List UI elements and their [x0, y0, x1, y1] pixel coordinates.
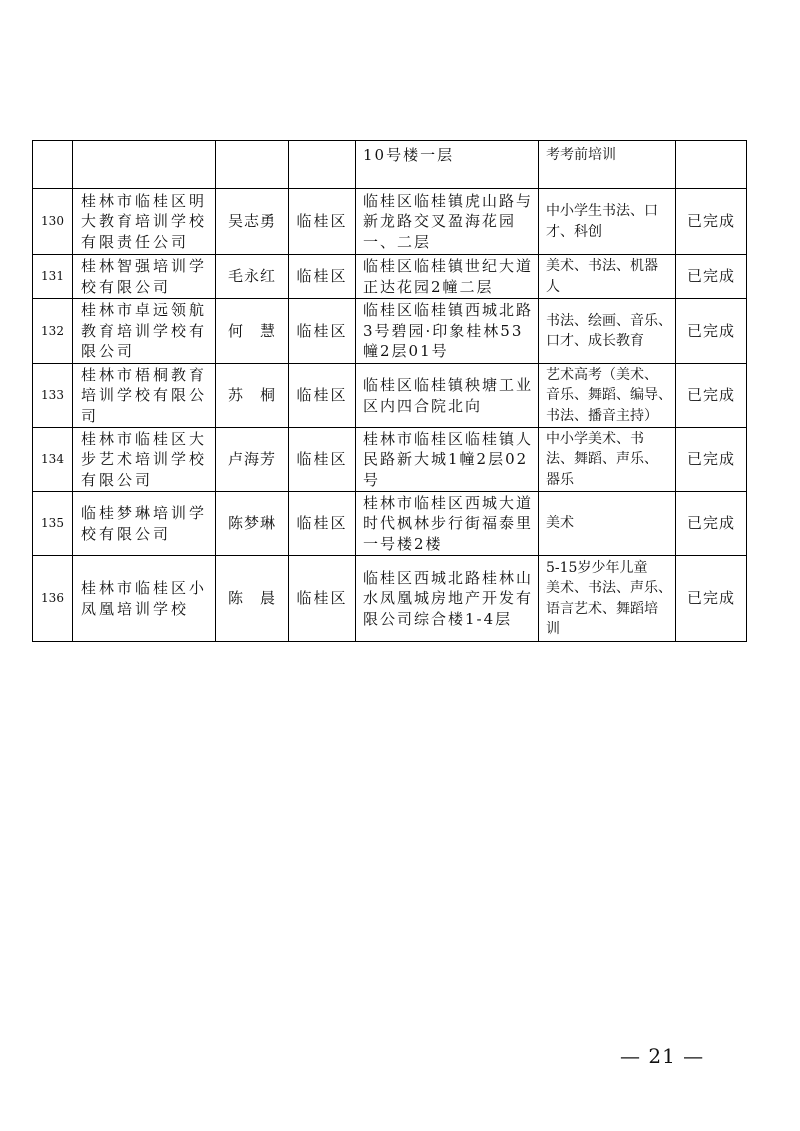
cell-address	[356, 364, 539, 428]
cell-no: 136	[33, 556, 73, 642]
cell-district: 临桂区	[289, 492, 356, 556]
cell-person: 陈 晨	[216, 556, 289, 642]
cell-line: 训	[546, 621, 560, 637]
cell-no: 131	[33, 255, 73, 299]
cell-line: 临桂区临桂镇秧塘工业	[363, 376, 534, 394]
cell-address	[356, 141, 539, 189]
cell-line: 器乐	[546, 471, 574, 488]
cell-no: 132	[33, 299, 73, 364]
cell-line: 中小学生书法、口	[546, 203, 658, 219]
cell-org	[73, 428, 216, 492]
cell-line: 大教育培训学校	[81, 212, 208, 231]
cell-line: 一号楼2楼	[363, 534, 443, 553]
table-row	[33, 556, 747, 642]
cell-line: 新龙路交叉盈海花园	[363, 212, 517, 231]
table-row	[33, 428, 747, 492]
cell-line: 桂林市梧桐教育	[81, 365, 208, 384]
cell-district: 临桂区	[289, 189, 356, 255]
cell-line: 美术	[546, 515, 574, 532]
cell-no: 133	[33, 364, 73, 428]
cell-person: 吴志勇	[216, 189, 289, 255]
cell-line: 美术、书法、机器	[546, 258, 658, 274]
cell-address	[356, 189, 539, 255]
cell-line: 桂林市临桂区临桂镇人	[363, 429, 534, 448]
cell-person: 卢海芳	[216, 428, 289, 492]
cell-district	[289, 141, 356, 189]
cell-line: 桂林市临桂区明	[81, 191, 208, 210]
cell-scope	[539, 428, 676, 492]
cell-line: 区内四合院北向	[363, 396, 483, 415]
cell-scope	[539, 189, 676, 255]
cell-line: 临桂区西城北路桂林山	[363, 568, 534, 587]
cell-line: 桂林市临桂区西城大道	[363, 493, 534, 512]
cell-person	[216, 141, 289, 189]
cell-line: 正达花园2幢二层	[363, 277, 494, 296]
table-row	[33, 364, 747, 428]
cell-status: 已完成	[676, 428, 747, 492]
cell-line: 法、舞蹈、声乐、	[546, 451, 658, 468]
cell-line: 培训学校有限公	[81, 386, 208, 405]
cell-line: 美术、书法、声乐、	[546, 580, 672, 596]
cell-district: 临桂区	[289, 255, 356, 299]
cell-scope	[539, 141, 676, 189]
cell-status: 已完成	[676, 299, 747, 364]
cell-address	[356, 428, 539, 492]
cell-person: 苏 桐	[216, 364, 289, 428]
cell-line: 口才、成长教育	[546, 333, 644, 349]
cell-org	[73, 299, 216, 364]
cell-line: 音乐、舞蹈、编导、	[546, 387, 672, 404]
cell-status: 已完成	[676, 189, 747, 255]
cell-address	[356, 255, 539, 299]
cell-scope	[539, 299, 676, 364]
cell-person: 何 慧	[216, 299, 289, 364]
cell-line: 语言艺术、舞蹈培	[546, 600, 658, 617]
cell-line: 有限责任公司	[81, 232, 190, 251]
cell-scope	[539, 492, 676, 556]
cell-line: 司	[81, 406, 100, 425]
cell-status: 已完成	[676, 556, 747, 642]
cell-org	[73, 492, 216, 556]
cell-status: 已完成	[676, 492, 747, 556]
cell-org	[73, 141, 216, 189]
cell-line: 时代枫林步行街福泰里	[363, 514, 534, 533]
cell-no	[33, 141, 73, 189]
table-row	[33, 492, 747, 556]
cell-line: 水凤凰城房地产开发有	[363, 589, 534, 608]
cell-line: 才、科创	[546, 223, 602, 240]
cell-line: 校有限公司	[81, 524, 172, 543]
cell-line: 桂林智强培训学	[81, 257, 208, 275]
cell-line: 凤凰培训学校	[81, 599, 190, 618]
cell-line: 桂林市临桂区小	[81, 579, 208, 597]
cell-org	[73, 556, 216, 642]
cell-line: 校有限公司	[81, 277, 172, 296]
cell-line: 桂林市卓远领航	[81, 301, 208, 320]
cell-no: 130	[33, 189, 73, 255]
cell-line: 10号楼一层	[363, 146, 455, 164]
cell-line: 考考前培训	[546, 147, 616, 163]
cell-scope	[539, 364, 676, 428]
cell-line: 书法、绘画、音乐、	[546, 312, 672, 329]
table-row	[33, 141, 747, 189]
cell-no: 134	[33, 428, 73, 492]
cell-scope	[539, 255, 676, 299]
cell-person: 毛永红	[216, 255, 289, 299]
cell-line: 人	[546, 278, 560, 295]
cell-line: 步艺术培训学校	[81, 450, 208, 469]
cell-line: 限公司综合楼1-4层	[363, 609, 513, 628]
table-row	[33, 255, 747, 299]
cell-line: 民路新大城1幢2层02	[363, 450, 529, 469]
cell-line: 桂林市临桂区大	[81, 429, 208, 448]
cell-district: 临桂区	[289, 364, 356, 428]
cell-line: 中小学美术、书	[546, 430, 644, 447]
cell-line: 艺术高考（美术、	[546, 366, 658, 383]
cell-status: 已完成	[676, 255, 747, 299]
cell-org	[73, 255, 216, 299]
cell-line: 限公司	[81, 342, 136, 361]
cell-scope	[539, 556, 676, 642]
cell-line: 有限公司	[81, 470, 154, 489]
cell-person: 陈梦琳	[216, 492, 289, 556]
table-row	[33, 299, 747, 364]
cell-address	[356, 299, 539, 364]
cell-line: 临桂区临桂镇世纪大道	[363, 257, 534, 275]
cell-org	[73, 364, 216, 428]
cell-district: 临桂区	[289, 428, 356, 492]
cell-line: 临桂区临桂镇西城北路	[363, 301, 534, 320]
cell-line: 号	[363, 470, 381, 489]
cell-line: 一、二层	[363, 232, 432, 251]
cell-no: 135	[33, 492, 73, 556]
cell-district: 临桂区	[289, 556, 356, 642]
cell-line: 幢2层01号	[363, 342, 449, 361]
cell-address	[356, 492, 539, 556]
cell-line: 书法、播音主持）	[546, 407, 658, 424]
records-table	[32, 140, 747, 642]
table-row	[33, 189, 747, 255]
cell-line: 临桂梦琳培训学	[81, 504, 208, 522]
cell-line: 3号碧园·印象桂林53	[363, 321, 524, 340]
cell-address	[356, 556, 539, 642]
cell-line: 教育培训学校有	[81, 321, 208, 340]
cell-status: 已完成	[676, 364, 747, 428]
records-table-body	[33, 141, 747, 642]
page-number: — 21 —	[620, 1044, 705, 1068]
cell-line: 临桂区临桂镇虎山路与	[363, 191, 534, 210]
cell-status	[676, 141, 747, 189]
cell-district: 临桂区	[289, 299, 356, 364]
cell-line: 5-15岁少年儿童	[546, 559, 648, 576]
cell-org	[73, 189, 216, 255]
